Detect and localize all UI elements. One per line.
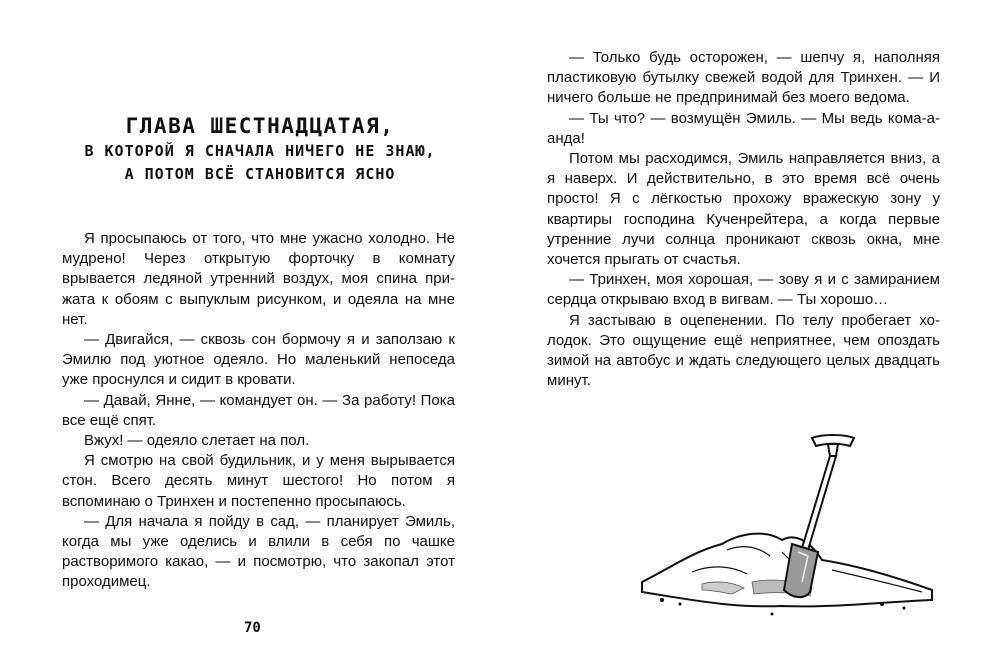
chapter-subtitle-line-1: В КОТОРОЙ Я СНАЧАЛА НИЧЕГО НЕ ЗНАЮ,	[84, 142, 436, 160]
chapter-subtitle-line-2: А ПОТОМ ВСЁ СТАНОВИТСЯ ЯСНО	[124, 165, 396, 183]
paragraph: Вжух! — одеяло слетает на пол.	[84, 432, 310, 450]
left-page-text	[62, 229, 455, 593]
page-number: 70	[244, 620, 261, 636]
paragraph: — Двигайся, — сквозь сон бормочу я и заползаю к Эмилю под уютное одеяло. Но маленький непоседа уже проснулся и сидит в кровати.	[62, 331, 455, 389]
left-page	[0, 0, 500, 672]
shovel-in-dirt-icon	[632, 432, 950, 622]
right-page-text	[547, 48, 940, 391]
paragraph: Потом мы расходимся, Эмиль направляется вниз, а я наверх. И действительно, в это время всё очень просто! Я с лёгкостью прохожу вражескую зону у квартиры господина Кученрейтера, а когда первые утренние лучи солнца проникают сквозь окна, мне хочется прыгать от счастья.	[547, 150, 940, 269]
paragraph: Я смотрю на свой будильник, и у меня вырывается стон. Всего десять минут шестого! Но потом я вспоминаю о Тринхен и постепенно просыпаюсь.	[62, 452, 455, 510]
paragraph: — Ты что? — возмущён Эмиль. — Мы ведь кома-а-анда!	[547, 109, 940, 147]
paragraph: Я просыпаюсь от того, что мне ужасно холодно. Не мудрено! Через открытую форточку в комнату врывается ледяной утренний воздух, моя спина прижата к обоям с выпуклым рисунком, и одеяла на мне нет.	[62, 230, 455, 328]
paragraph: — Для начала я пойду в сад, — планирует Эмиль, когда мы уже оделись и влили в себя по чашке растворимого какао, — и посмотрю, что закопал этот проходимец.	[62, 512, 455, 591]
chapter-heading	[40, 0, 480, 186]
paragraph: — Давай, Янне, — командует он. — За работу! Пока все ещё спят.	[62, 391, 455, 429]
paragraph: — Только будь осторожен, — шепчу я, наполняя пластиковую бутылку свежей водой для Тринхен. — И ничего больше не предпринимай без моего ведома.	[547, 49, 940, 107]
chapter-title: ГЛАВА ШЕСТНАДЦАТАЯ,	[125, 114, 395, 138]
paragraph: Я застываю в оцепенении. По телу пробегает холодок. Это ощущение ещё неприятнее, чем опоздать зимой на автобус и ждать следующего целых двадцать минут.	[547, 311, 940, 390]
paragraph: — Тринхен, моя хорошая, — зову я и с замиранием сердца открываю вход в вигвам. — Ты хорошо…	[547, 271, 940, 309]
